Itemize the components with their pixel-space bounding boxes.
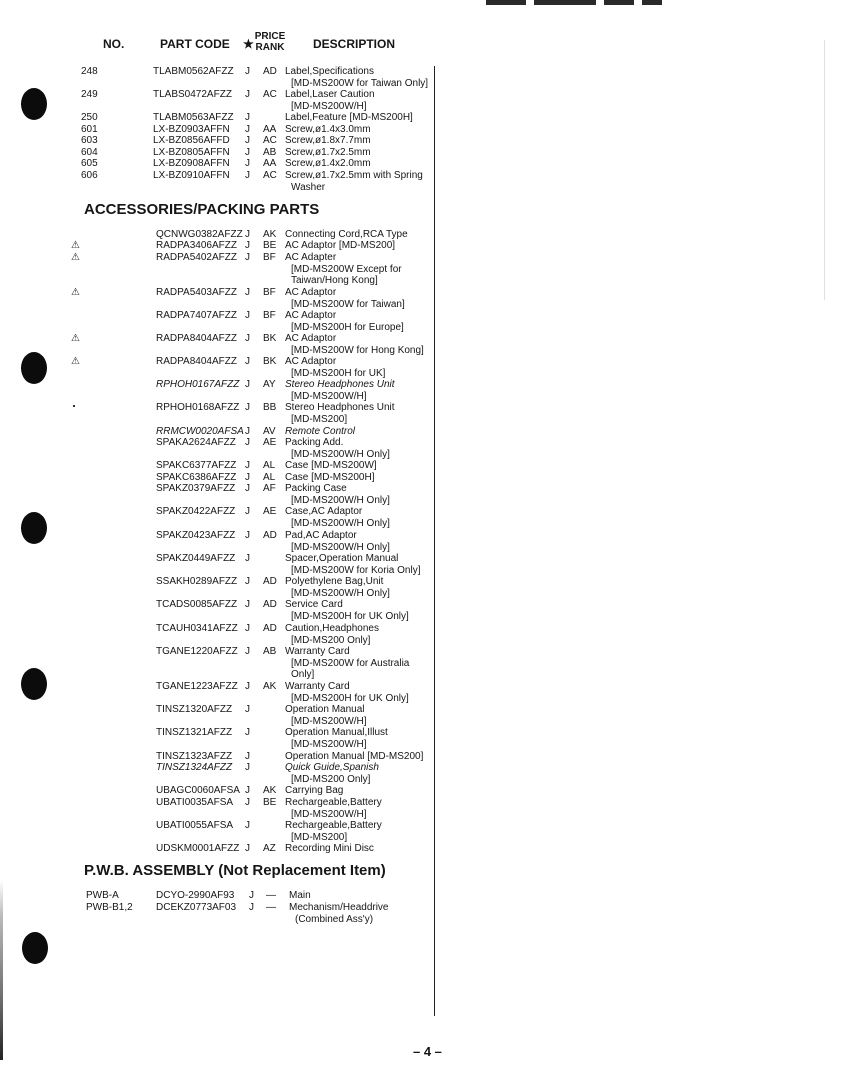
star-mark: J [245, 797, 250, 808]
description: Caution,Headphones [285, 623, 379, 634]
price-rank: AD [263, 623, 277, 634]
star-mark: J [245, 379, 250, 390]
header-description: DESCRIPTION [313, 37, 396, 51]
part-code: TLABS0472AFZZ [153, 89, 232, 100]
part-code: RADPA8404AFZZ [156, 356, 237, 367]
description: Label,Laser Caution [285, 89, 375, 100]
price-rank: BK [263, 333, 277, 344]
price-rank: AA [263, 124, 277, 135]
star-mark: J [245, 483, 250, 494]
part-code: RADPA7407AFZZ [156, 310, 237, 321]
part-code: SPAKC6377AFZZ [156, 460, 237, 471]
description: Warranty Card [285, 681, 350, 692]
description-continued: [MD-MS200W/H Only] [291, 517, 390, 529]
safety-warning-icon: ⚠ [71, 287, 80, 298]
description: Stereo Headphones Unit [285, 379, 395, 390]
description: Spacer,Operation Manual [285, 553, 399, 564]
star-mark: J [245, 751, 250, 762]
description: Screw,ø1.7x2.5mm with Spring [285, 170, 423, 181]
star-mark: J [245, 135, 250, 146]
star-mark: J [245, 681, 250, 692]
price-rank: AF [263, 483, 276, 494]
price-rank: AK [263, 681, 277, 692]
star-mark: J [245, 576, 250, 587]
punch-hole [21, 512, 47, 544]
price-rank: BF [263, 252, 276, 263]
part-number: 605 [81, 158, 98, 169]
description: Packing Case [285, 483, 347, 494]
price-rank: AC [263, 135, 277, 146]
star-mark: J [245, 310, 250, 321]
part-code: QCNWG0382AFZZ [156, 229, 243, 240]
section-title-accessories: ACCESSORIES/PACKING PARTS [84, 201, 320, 218]
star-mark: J [245, 287, 250, 298]
price-rank: AC [263, 170, 277, 181]
price-rank: AY [263, 379, 276, 390]
description: Rechargeable,Battery [285, 797, 382, 808]
star-mark: J [245, 820, 250, 831]
star-mark: J [245, 843, 250, 854]
scan-edge [0, 880, 3, 1060]
header-star: ★ [243, 37, 254, 51]
part-number: 249 [81, 89, 98, 100]
star-mark: J [249, 890, 254, 901]
description-continued: [MD-MS200 Only] [291, 634, 371, 646]
part-code: TGANE1220AFZZ [156, 646, 238, 657]
star-mark: J [245, 356, 250, 367]
description: Case [MD-MS200H] [285, 472, 375, 483]
part-code: RPHOH0168AFZZ [156, 402, 240, 413]
star-mark: J [245, 170, 250, 181]
description: Quick Guide,Spanish [285, 762, 379, 773]
column-divider [434, 66, 435, 1016]
description: Remote Control [285, 426, 356, 437]
part-number: 248 [81, 66, 98, 77]
price-rank: AL [263, 472, 276, 483]
star-mark: J [245, 646, 250, 657]
part-number: 601 [81, 124, 98, 135]
part-code: LX-BZ0908AFFN [153, 158, 230, 169]
star-mark: J [249, 902, 254, 913]
description: AC Adaptor [285, 310, 337, 321]
star-mark: J [245, 147, 250, 158]
star-mark: J [245, 426, 250, 437]
description-continued: [MD-MS200W/H Only] [291, 448, 390, 460]
description-continued: [MD-MS200W for Taiwan] [291, 298, 405, 310]
part-code: TCAUH0341AFZZ [156, 623, 238, 634]
star-mark: J [245, 333, 250, 344]
description: Case,AC Adaptor [285, 506, 363, 517]
part-code: SPAKC6386AFZZ [156, 472, 237, 483]
star-mark: J [245, 252, 250, 263]
part-code: RPHOH0167AFZZ [156, 379, 240, 390]
section-title-pwb: P.W.B. ASSEMBLY (Not Replacement Item) [84, 862, 386, 879]
part-number: 603 [81, 135, 98, 146]
punch-hole [21, 668, 47, 700]
part-code: TINSZ1324AFZZ [156, 762, 233, 773]
description: AC Adapter [285, 252, 337, 263]
description-continued: [MD-MS200W for Australia [291, 657, 410, 669]
description-continued: [MD-MS200W/H] [291, 715, 367, 727]
part-code: SPAKZ0422AFZZ [156, 506, 236, 517]
price-rank: AV [263, 426, 276, 437]
description-continued: [MD-MS200H for UK] [291, 367, 386, 379]
price-rank: AD [263, 599, 277, 610]
description: Screw,ø1.4x3.0mm [285, 124, 371, 135]
price-rank: AD [263, 576, 277, 587]
description-continued: [MD-MS200W/H] [291, 100, 367, 112]
part-code: TLABM0562AFZZ [153, 66, 234, 77]
part-code: TINSZ1320AFZZ [156, 704, 233, 715]
part-code: LX-BZ0856AFFD [153, 135, 230, 146]
description-continued: [MD-MS200W/H Only] [291, 494, 390, 506]
price-rank: AB [263, 147, 277, 158]
part-code: UDSKM0001AFZZ [156, 843, 240, 854]
price-rank: — [266, 902, 276, 913]
price-rank: BB [263, 402, 277, 413]
part-number: 606 [81, 170, 98, 181]
star-mark: J [245, 66, 250, 77]
part-code: RADPA5402AFZZ [156, 252, 237, 263]
description: Main [289, 890, 311, 901]
description-continued: (Combined Ass'y) [295, 913, 374, 925]
star-mark: J [245, 785, 250, 796]
part-code: UBAGC0060AFSA [156, 785, 240, 796]
description-continued: Only] [291, 669, 315, 681]
part-code: UBATI0055AFSA [156, 820, 234, 831]
description-continued: [MD-MS200W for Hong Kong] [291, 344, 424, 356]
star-mark: J [245, 472, 250, 483]
part-code: TINSZ1321AFZZ [156, 727, 233, 738]
description: Rechargeable,Battery [285, 820, 382, 831]
star-mark: J [245, 112, 250, 123]
star-mark: J [245, 240, 250, 251]
part-code: DCYO-2990AF93 [156, 890, 235, 901]
scan-speck [73, 405, 75, 407]
description: Operation Manual [285, 704, 365, 715]
description: Service Card [285, 599, 343, 610]
description: Polyethylene Bag,Unit [285, 576, 384, 587]
description: AC Adaptor [MD-MS200] [285, 240, 396, 251]
part-code: UBATI0035AFSA [156, 797, 234, 808]
star-mark: J [245, 599, 250, 610]
part-code: RRMCW0020AFSA [156, 426, 244, 437]
part-number: PWB-B1,2 [86, 902, 133, 913]
star-mark: J [245, 553, 250, 564]
part-code: LX-BZ0805AFFN [153, 147, 230, 158]
description: Recording Mini Disc [285, 843, 374, 854]
safety-warning-icon: ⚠ [71, 356, 80, 367]
cropped-header-fragment [486, 0, 666, 6]
part-code: DCEKZ0773AF03 [156, 902, 237, 913]
part-code: SPAKA2624AFZZ [156, 437, 236, 448]
description: Screw,ø1.8x7.7mm [285, 135, 371, 146]
description: Warranty Card [285, 646, 350, 657]
description: Packing Add. [285, 437, 344, 448]
description: Mechanism/Headdrive [289, 902, 389, 913]
description-continued: Washer [291, 181, 326, 193]
description: Label,Specifications [285, 66, 374, 77]
price-rank: AK [263, 229, 277, 240]
price-rank: BF [263, 310, 276, 321]
description-continued: [MD-MS200] [291, 831, 348, 843]
star-mark: J [245, 89, 250, 100]
price-rank: AB [263, 646, 277, 657]
description-continued: [MD-MS200W for Koria Only] [291, 564, 421, 576]
punch-hole [22, 932, 48, 964]
description: AC Adaptor [285, 287, 337, 298]
price-rank: BE [263, 240, 277, 251]
part-code: TCADS0085AFZZ [156, 599, 238, 610]
price-rank: AC [263, 89, 277, 100]
description-continued: [MD-MS200H for Europe] [291, 321, 404, 333]
part-code: SSAKH0289AFZZ [156, 576, 238, 587]
part-number: 604 [81, 147, 98, 158]
price-rank: AE [263, 506, 277, 517]
description-continued: [MD-MS200H for UK Only] [291, 610, 409, 622]
star-mark: J [245, 460, 250, 471]
price-rank: AD [263, 66, 277, 77]
description-continued: [MD-MS200W/H Only] [291, 541, 390, 553]
part-number: PWB-A [86, 890, 119, 901]
price-rank: AE [263, 437, 277, 448]
description: Operation Manual,Illust [285, 727, 388, 738]
part-code: TGANE1223AFZZ [156, 681, 238, 692]
part-number: 250 [81, 112, 98, 123]
description-continued: [MD-MS200W/H] [291, 390, 367, 402]
star-mark: J [245, 727, 250, 738]
price-rank: BF [263, 287, 276, 298]
description: Screw,ø1.4x2.0mm [285, 158, 371, 169]
description: Carrying Bag [285, 785, 344, 796]
description: AC Adaptor [285, 333, 337, 344]
star-mark: J [245, 623, 250, 634]
table-header [0, 30, 848, 58]
description: Operation Manual [MD-MS200] [285, 751, 424, 762]
price-rank: — [266, 890, 276, 901]
punch-hole [21, 88, 47, 120]
scan-edge [824, 40, 825, 300]
header-part-code: PART CODE [160, 37, 230, 51]
price-rank: AA [263, 158, 277, 169]
header-no: NO. [103, 37, 125, 51]
part-code: SPAKZ0379AFZZ [156, 483, 236, 494]
part-code: RADPA5403AFZZ [156, 287, 237, 298]
description: Screw,ø1.7x2.5mm [285, 147, 371, 158]
description-continued: Taiwan/Hong Kong] [291, 275, 378, 287]
price-rank: AD [263, 530, 277, 541]
description: Pad,AC Adaptor [285, 530, 357, 541]
part-code: SPAKZ0449AFZZ [156, 553, 236, 564]
star-mark: J [245, 158, 250, 169]
part-code: TINSZ1323AFZZ [156, 751, 233, 762]
description: Label,Feature [MD-MS200H] [285, 112, 413, 123]
part-code: LX-BZ0903AFFN [153, 124, 230, 135]
header-price-label: PRICE [254, 31, 286, 42]
part-code: RADPA8404AFZZ [156, 333, 237, 344]
price-rank: BK [263, 356, 277, 367]
description-continued: [MD-MS200W/H] [291, 808, 367, 820]
description-continued: [MD-MS200W Except for [291, 263, 402, 275]
header-price-rank [254, 31, 286, 53]
price-rank: AK [263, 785, 277, 796]
star-mark: J [245, 437, 250, 448]
star-mark: J [245, 506, 250, 517]
description: AC Adaptor [285, 356, 337, 367]
header-rank-label: RANK [255, 42, 285, 53]
safety-warning-icon: ⚠ [71, 240, 80, 251]
price-rank: AL [263, 460, 276, 471]
star-mark: J [245, 402, 250, 413]
part-code: SPAKZ0423AFZZ [156, 530, 236, 541]
price-rank: AZ [263, 843, 276, 854]
description-continued: [MD-MS200 Only] [291, 773, 371, 785]
part-code: RADPA3406AFZZ [156, 240, 237, 251]
part-code: TLABM0563AFZZ [153, 112, 234, 123]
description: Connecting Cord,RCA Type [285, 229, 408, 240]
star-mark: J [245, 124, 250, 135]
description-continued: [MD-MS200H for UK Only] [291, 692, 409, 704]
price-rank: BE [263, 797, 277, 808]
safety-warning-icon: ⚠ [71, 252, 80, 263]
punch-hole [21, 352, 47, 384]
page-number: – 4 – [413, 1044, 442, 1059]
star-mark: J [245, 704, 250, 715]
star-mark: J [245, 530, 250, 541]
description: Stereo Headphones Unit [285, 402, 395, 413]
safety-warning-icon: ⚠ [71, 333, 80, 344]
star-mark: J [245, 229, 250, 240]
part-code: LX-BZ0910AFFN [153, 170, 230, 181]
star-mark: J [245, 762, 250, 773]
description-continued: [MD-MS200W/H Only] [291, 587, 390, 599]
description: Case [MD-MS200W] [285, 460, 377, 471]
description-continued: [MD-MS200] [291, 413, 348, 425]
description-continued: [MD-MS200W for Taiwan Only] [291, 77, 429, 89]
description-continued: [MD-MS200W/H] [291, 738, 367, 750]
